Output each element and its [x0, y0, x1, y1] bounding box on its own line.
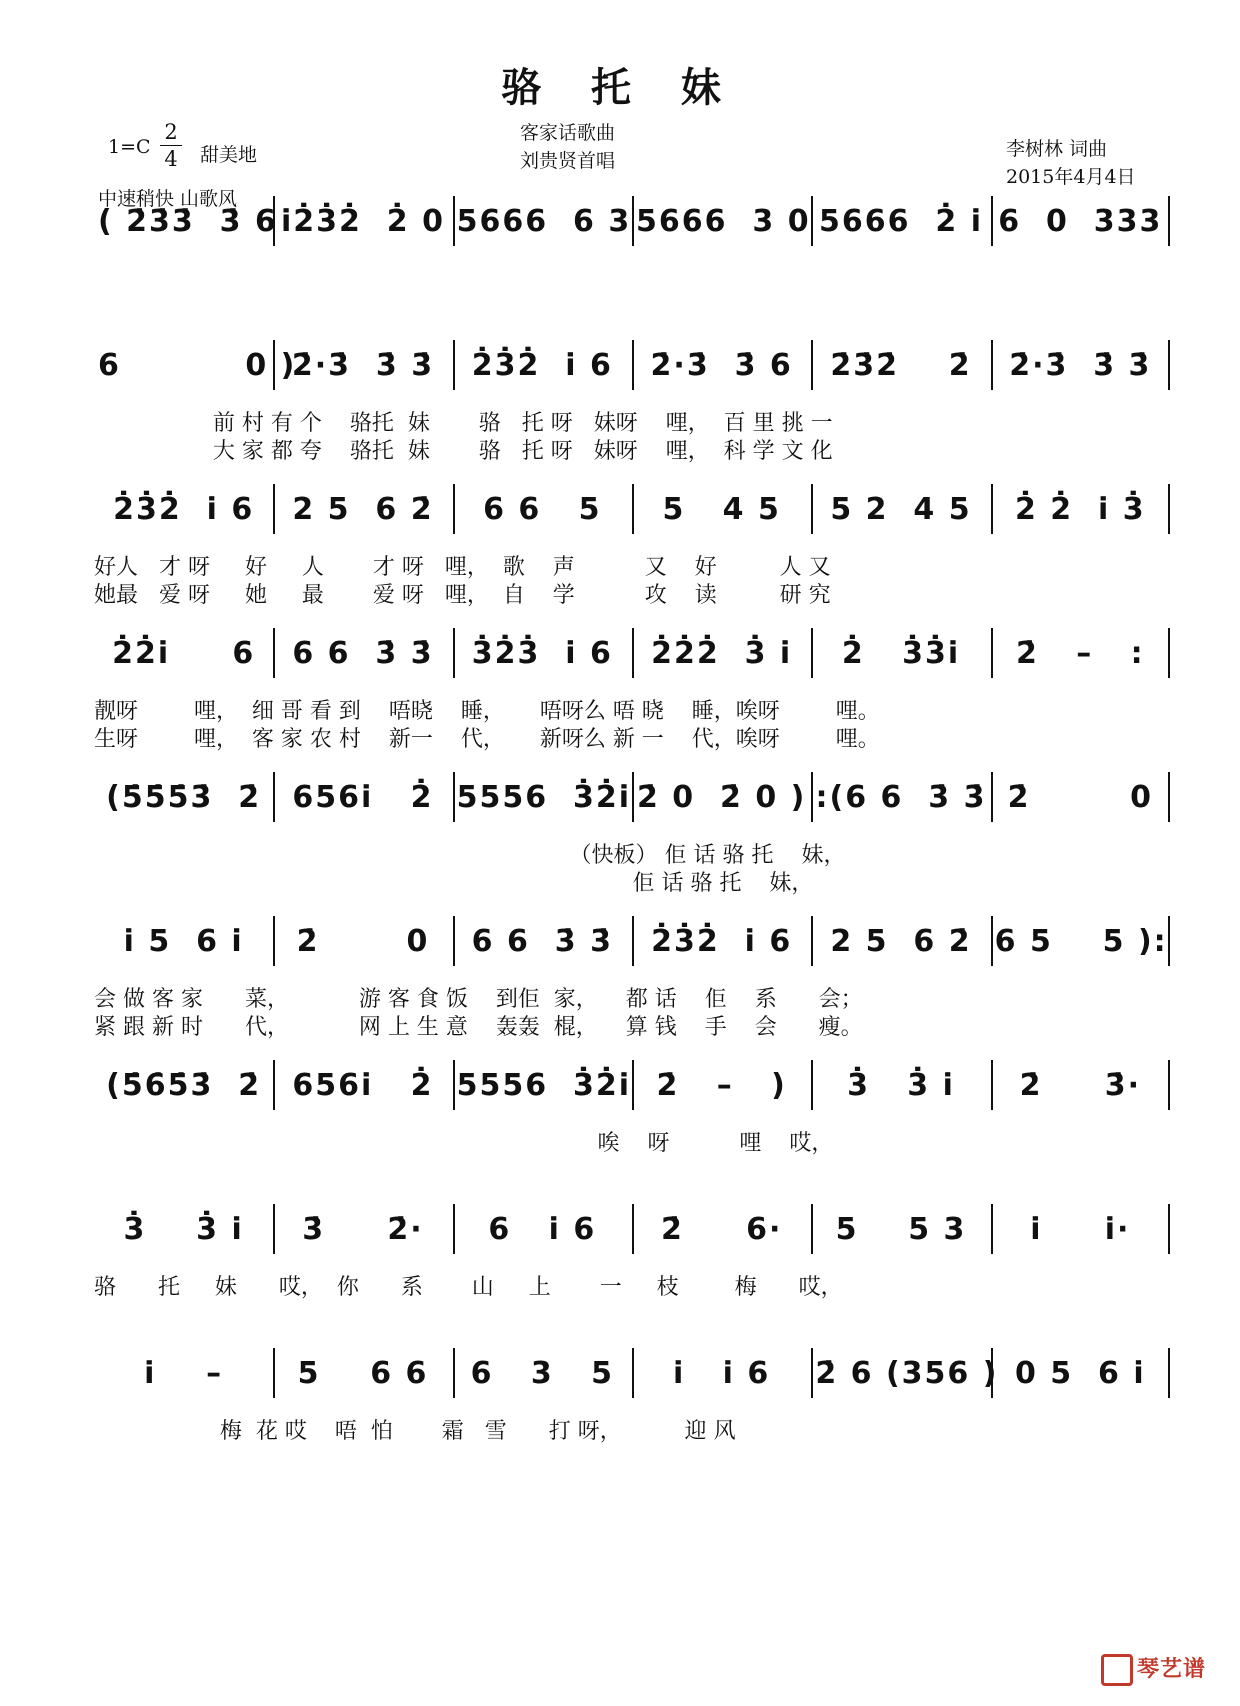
measure: 6 0 333 [998, 203, 1163, 239]
bar-line [811, 1204, 813, 1254]
measure: 2̇ 6 (356 ) [815, 1355, 999, 1391]
measure: (5̇5̇5̇3̇ 2̇ [106, 779, 262, 815]
bar-line [811, 772, 813, 822]
time-signature [160, 120, 182, 171]
measure: ( 2̇3̇3̇ 3̇ 6 [98, 203, 278, 239]
notation-line [94, 628, 1170, 678]
measure: 2 5 6 2̇ [292, 491, 434, 527]
lyric-verse-1: 靓呀 哩， 细 哥 看 到 唔晓 睡， 唔呀么 唔 晓 睡，唉呀 哩。 [94, 699, 880, 724]
key-signature: 1=C [108, 136, 151, 158]
time-signature-bottom: 4 [164, 147, 178, 171]
score-row [94, 1348, 1170, 1444]
measure: (5̇6̇5̇3̇ 2̇ [106, 1067, 262, 1103]
notation-line [94, 484, 1170, 534]
notation-line [94, 1060, 1170, 1110]
bar-line [273, 1204, 275, 1254]
measure: 2̇2̇i̇ 6 [112, 635, 256, 671]
measure: 2̇ – : [1016, 635, 1145, 671]
measure: 2̇ 3̇3̇i̇ [841, 635, 961, 671]
measure: 2̇2̇2̇ 3̇ i̇ [651, 635, 793, 671]
bar-line [273, 1348, 275, 1398]
measure: 2̇3̇2̇ i̇ 6 [471, 347, 613, 383]
bar-line [991, 916, 993, 966]
measure: 5666 3 0 [636, 203, 811, 239]
measure: 5666 6 3 [456, 203, 632, 239]
bar-line [632, 1060, 634, 1110]
measure: 2̇3̇2̇ i̇ 6 [651, 923, 793, 959]
lyric-verse-1: 梅 花 哎 唔 怕 霜 雪 打 呀， 迎 风 [94, 1419, 736, 1444]
bar-line [991, 196, 993, 246]
bar-line [811, 196, 813, 246]
measure: 2̇ – ) [656, 1067, 787, 1103]
score-row [94, 484, 1170, 608]
bar-line [453, 916, 455, 966]
measure: 656i̇ 2̇ [292, 779, 434, 815]
measure: i̇ i̇· [1030, 1211, 1131, 1247]
notation-line [94, 340, 1170, 390]
measure: 5666 2̇ i̇ [818, 203, 983, 239]
bar-line [632, 628, 634, 678]
lyric-verse-1: 唉 呀 哩 哎， [94, 1131, 834, 1156]
notation-line [94, 1204, 1170, 1254]
measure: 5 6 6 [297, 1355, 429, 1391]
bar-line [811, 340, 813, 390]
bar-line [811, 1060, 813, 1110]
expression-mark: 甜美地 [200, 144, 258, 166]
bar-line [991, 628, 993, 678]
bar-line [991, 1348, 993, 1398]
bar-line [811, 484, 813, 534]
measure: 6 6 5 [483, 491, 602, 527]
measure: 2̇·3̇ 3̇ 3̇ [1009, 347, 1152, 383]
bar-line [991, 484, 993, 534]
lyric-verse-1: 骆 托 妹 哎， 你 系 山 上 一 枝 梅 哎， [94, 1275, 843, 1300]
singer-credit: 刘贵贤首唱 [520, 150, 616, 172]
measure: i̇ i̇ 6 [673, 1355, 771, 1391]
bar-line-end [1168, 484, 1170, 534]
measure: 5 5 3 [835, 1211, 967, 1247]
bar-line [991, 1204, 993, 1254]
bar-line [273, 772, 275, 822]
composition-date: 2015年4月4日 [1006, 166, 1136, 188]
measure: i̇ 5 6 i̇ [123, 923, 244, 959]
lyric-verse-1: （快板） 佢 话 骆 托 妹， [94, 843, 846, 868]
score-row [94, 340, 1170, 464]
watermark-logo [1101, 1652, 1206, 1686]
bar-line [632, 1348, 634, 1398]
bar-line [453, 772, 455, 822]
lyric-verse-2: 佢 话 骆 托 妹， [94, 871, 814, 896]
bar-line [632, 196, 634, 246]
measure: 3̇ 2̇· [302, 1211, 424, 1247]
logo-icon [1101, 1654, 1133, 1686]
notation-line [94, 196, 1170, 246]
time-signature-bar [160, 145, 182, 146]
measure: 2̇ 2̇ i̇ 3̇ [1014, 491, 1146, 527]
bar-line [453, 1348, 455, 1398]
bar-line [273, 916, 275, 966]
measure: 5556 3̇2̇i̇ [456, 779, 632, 815]
measure: i̇2̇3̇2̇ 2̇ 0 [280, 203, 445, 239]
bar-line [273, 196, 275, 246]
measure: 2̇ 6· [660, 1211, 783, 1247]
lyric-verse-1: 前 村 有 个 骆托 妹 骆 托 呀 妹呀 哩， 百 里 挑 一 [94, 411, 833, 436]
measure: 6 6 3̇ 3̇ [471, 923, 613, 959]
lyric-verse-2: 生呀 哩， 客 家 农 村 新一 代， 新呀么 新 一 代，唉呀 哩。 [94, 727, 880, 752]
bar-line [632, 1204, 634, 1254]
measure: 6 0 ) [98, 347, 297, 383]
measure: 2̇3̇2̇ i̇ 6 [113, 491, 255, 527]
bar-line-end [1168, 772, 1170, 822]
bar-line-end [1168, 1204, 1170, 1254]
measure: i̇ – [144, 1355, 224, 1391]
time-signature-top: 2 [164, 120, 178, 144]
measure: 6 5 5 ): [994, 923, 1168, 959]
bar-line [273, 340, 275, 390]
tempo-mark: 中速稍快 山歌风 [98, 188, 238, 210]
bar-line [453, 340, 455, 390]
measure: 2̇·3̇ 3̇ 6 [650, 347, 793, 383]
bar-line-end [1168, 1060, 1170, 1110]
bar-line [811, 628, 813, 678]
measure: 6 i̇ 6 [488, 1211, 597, 1247]
bar-line [453, 628, 455, 678]
song-title: 骆 托 妹 [501, 64, 739, 111]
lyric-verse-2: 她最 爱 呀 她 最 爱 呀 哩， 自 学 攻 读 研 究 [94, 583, 831, 608]
bar-line [453, 1204, 455, 1254]
measure: 5 4 5 [662, 491, 781, 527]
bar-line [632, 340, 634, 390]
bar-line [453, 484, 455, 534]
bar-line [453, 196, 455, 246]
bar-line [632, 484, 634, 534]
score-row [94, 196, 1170, 256]
watermark-text: 琴艺谱 [1136, 1657, 1206, 1682]
bar-line [632, 772, 634, 822]
measure: 6 3 5 [470, 1355, 614, 1391]
bar-line-end [1168, 196, 1170, 246]
lyric-verse-2: 紧 跟 新 时 代， 网 上 生 意 轰轰 棍， 算 钱 手 会 瘦。 [94, 1015, 863, 1040]
measure: 5556 3̇2̇i̇ [456, 1067, 632, 1103]
score-row [94, 1204, 1170, 1300]
measure: 3̇ 3̇ i̇ [847, 1067, 955, 1103]
lyric-verse-1: 好人 才 呀 好 人 才 呀 哩， 歌 声 又 好 人 又 [94, 555, 831, 580]
measure: 2 5 6 2̇ [830, 923, 972, 959]
bar-line [273, 628, 275, 678]
bar-line-end [1168, 628, 1170, 678]
measure: 2̇ 0 [1007, 779, 1153, 815]
lyric-verse-1: 会 做 客 家 菜， 游 客 食 饭 到佢 家， 都 话 佢 系 会； [94, 987, 863, 1012]
bar-line [273, 484, 275, 534]
bar-line [991, 1060, 993, 1110]
bar-line [991, 340, 993, 390]
score-row [94, 628, 1170, 752]
measure: 656i̇ 2̇ [292, 1067, 434, 1103]
bar-line [811, 916, 813, 966]
score-row [94, 916, 1170, 1040]
notation-line [94, 916, 1170, 966]
measure: 3̇ 3̇ i̇ [123, 1211, 244, 1247]
bar-line-end [1168, 916, 1170, 966]
genre-subtitle: 客家话歌曲 [520, 122, 616, 144]
measure: :(6 6 3̇ 3̇ [815, 779, 987, 815]
lyric-verse-2: 大 家 都 夸 骆托 妹 骆 托 呀 妹呀 哩， 科 学 文 化 [94, 439, 833, 464]
bar-line-end [1168, 340, 1170, 390]
notation-line [94, 772, 1170, 822]
measure: 5 2 4 5 [830, 491, 972, 527]
measure: 6 6 3̇ 3̇ [292, 635, 434, 671]
bar-line [632, 916, 634, 966]
bar-line-end [1168, 1348, 1170, 1398]
notation-line [94, 1348, 1170, 1398]
measure: 2̇ 0 [296, 923, 430, 959]
measure: 2̇ 0 2̇ 0 ) [636, 779, 807, 815]
composer-credit: 李树林 词曲 [1006, 138, 1108, 160]
measure: 0 5 6 i̇ [1014, 1355, 1146, 1391]
measure: 2̇·3̇ 3̇ 3̇ [291, 347, 435, 383]
score-row [94, 1060, 1170, 1156]
measure: 2̇3̇2̇ 2̇ [830, 347, 972, 383]
bar-line [811, 1348, 813, 1398]
measure: 3̇2̇3̇ i̇ 6 [471, 635, 613, 671]
bar-line [273, 1060, 275, 1110]
score-row [94, 772, 1170, 896]
bar-line [991, 772, 993, 822]
bar-line [453, 1060, 455, 1110]
measure: 2̇ 3̇· [1019, 1067, 1141, 1103]
